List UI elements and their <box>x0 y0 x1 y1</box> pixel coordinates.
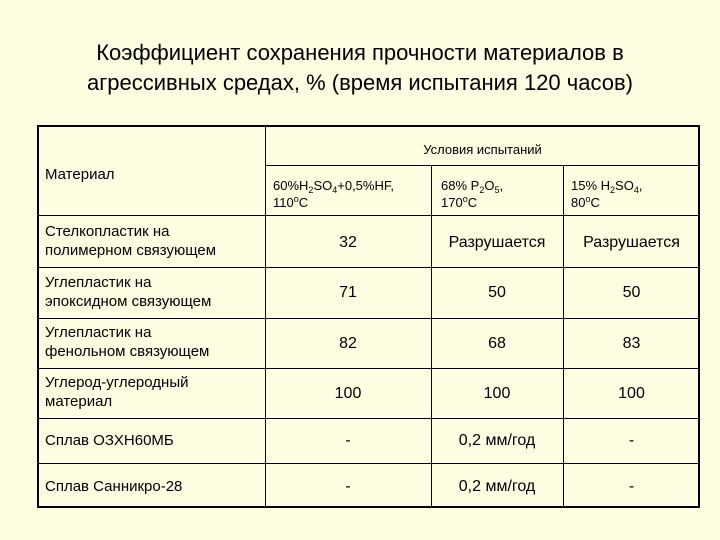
row-2-value-1: 71 <box>339 284 357 301</box>
row-1-value-1: 32 <box>339 234 357 251</box>
row-2-value-3: 50 <box>622 284 641 301</box>
row-4-value-1: 100 <box>334 385 362 402</box>
row-6-value-1: - <box>345 478 351 495</box>
row-6-value-3: - <box>628 478 635 495</box>
row-divider-2 <box>39 318 700 319</box>
header-sub-divider <box>265 165 700 166</box>
header-bottom-divider <box>39 215 700 216</box>
row-4-value-2: 100 <box>483 385 511 402</box>
col1-header: $60\%H_2SO_4+0,5\%HF$, 110$^o$C <box>273 178 394 210</box>
slide-title <box>40 38 680 98</box>
row-5-value-3: - <box>628 432 635 449</box>
material-header: Материал <box>45 166 115 183</box>
row-2-material: Углепластик на эпоксидном связующем <box>45 274 212 310</box>
row-3-value-3: 83 <box>622 335 641 352</box>
row-1-material: Стелкопластик на полимерном связующем <box>45 223 217 259</box>
row-1-value-2: Разрушается <box>448 234 546 251</box>
row-5-material: Сплав ОЗХН60МБ <box>45 432 174 449</box>
col3-header: 15% $H_2SO_4$, 80$^o$C <box>571 178 643 210</box>
row-divider-5 <box>39 463 700 464</box>
materials-table <box>37 125 700 508</box>
row-6-value-2: 0,2 мм/год <box>458 478 536 495</box>
title-line-1: Коэффициент сохранения прочности материалов в <box>96 40 624 65</box>
row-1-value-3: Разрушается <box>583 234 680 251</box>
row-5-value-2: 0,2 мм/год <box>458 432 536 449</box>
row-2-value-2: 50 <box>488 284 506 301</box>
row-3-value-2: 68 <box>488 335 506 352</box>
row-divider-3 <box>39 368 700 369</box>
row-3-value-1: 82 <box>339 335 357 352</box>
conditions-header: Условия испытаний <box>423 142 542 157</box>
row-5-value-1: - <box>345 432 351 449</box>
title-line-2: агрессивных средах, % (время испытания 120 часов) <box>87 70 633 95</box>
col2-header: 68% $P_2O_5$, 170$^o$C <box>441 178 504 210</box>
row-divider-1 <box>39 267 700 268</box>
row-6-material: Сплав Санникро-28 <box>45 478 183 495</box>
row-4-value-3: 100 <box>618 385 645 402</box>
row-3-material: Углепластик на фенольном связующем <box>45 324 210 360</box>
row-divider-4 <box>39 418 700 419</box>
row-4-material: Углерод-углеродный материал <box>45 374 189 410</box>
